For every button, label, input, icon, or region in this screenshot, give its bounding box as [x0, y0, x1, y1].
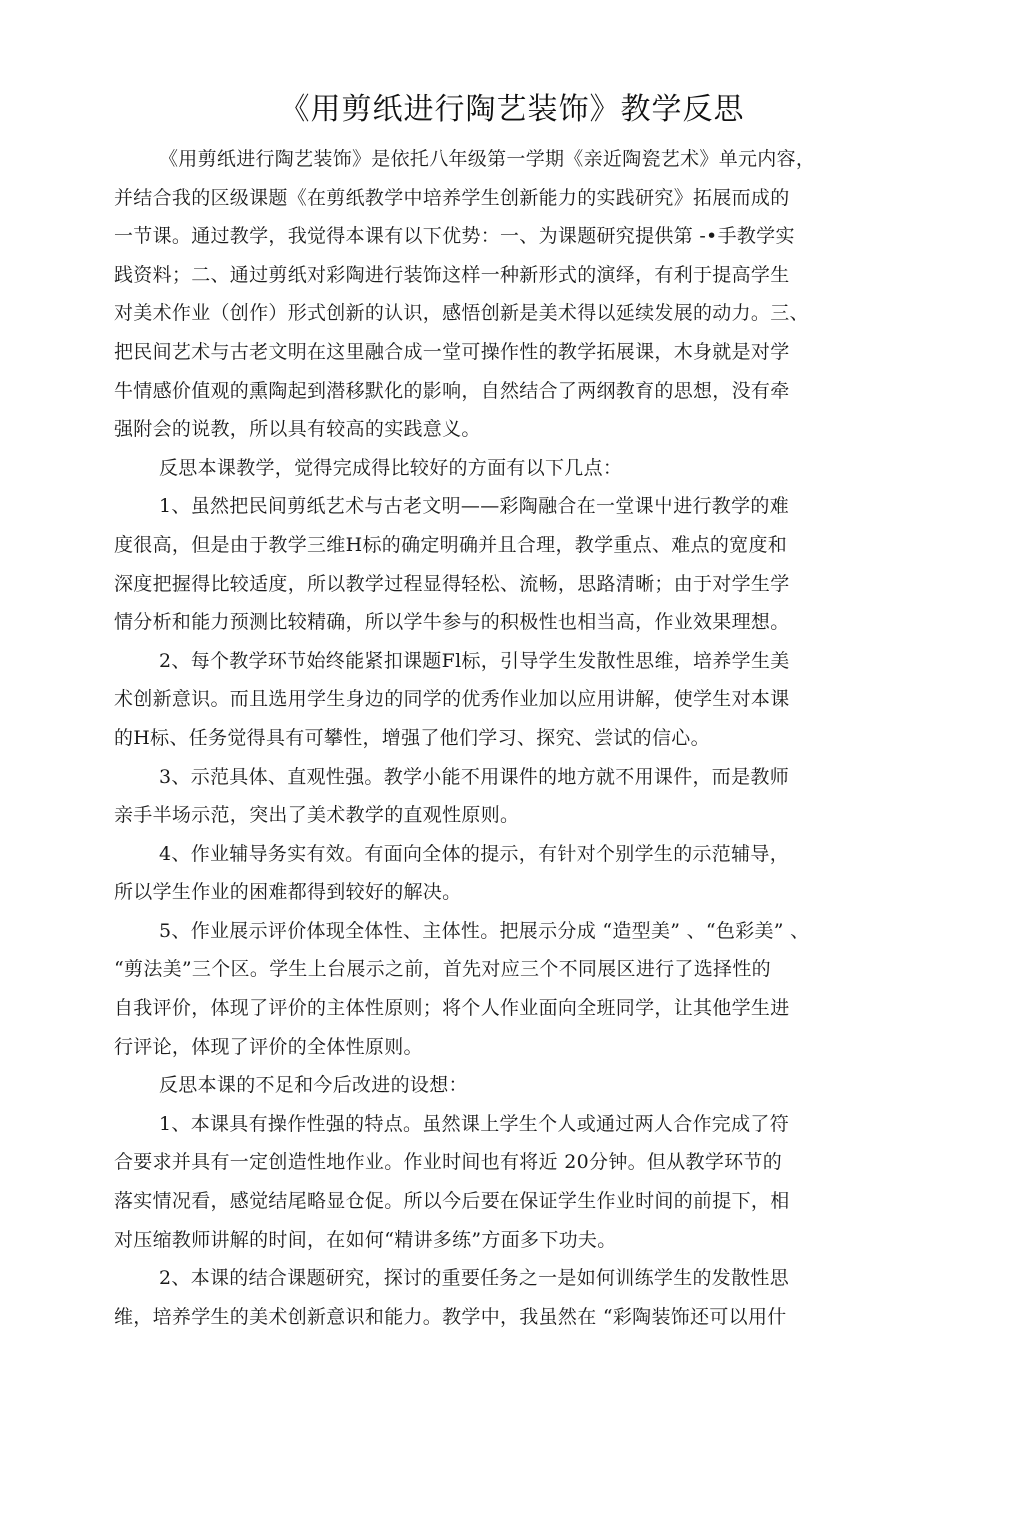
text-line: 把民间艺术与古老文明在这里融合成一堂可操作性的教学拓展课，木身就是对学: [114, 340, 790, 363]
text-line: 度很高，但是由于教学三维H标的确定明确并且合理，教学重点、难点的宽度和: [114, 533, 788, 556]
text-line: 反思本课的不足和今后改进的设想：: [159, 1074, 468, 1097]
text-line: 并结合我的区级课题《在剪纸教学中培养学生创新能力的实践研究》拓展而成的: [114, 186, 790, 209]
text-line: 所以学生作业的困难都得到较好的解决。: [114, 881, 462, 904]
text-line: 2、本课的结合课题研究，探讨的重要任务之一是如何训练学生的发散性思: [159, 1267, 789, 1290]
text-line: 牛情感价值观的熏陶起到潜移默化的影响，自然结合了两纲教育的思想，没有牵: [114, 379, 790, 402]
text-line: 合要求并具有一定创造性地作业。作业时间也有将近 20分钟。但从教学环节的: [114, 1151, 783, 1174]
text-line: 对美术作业（创作）形式创新的认识，感悟创新是美术得以延续发展的动力。三、: [114, 302, 809, 325]
text-line: 术创新意识。而且选用学生身边的同学的优秀作业加以应用讲解，使学生对本课: [114, 688, 790, 711]
text-line: 落实情况看，感觉结尾略显仓促。所以今后要在保证学生作业时间的前提下，相: [114, 1190, 790, 1213]
text-line: 4、作业辅导务实有效。有面向全体的提示，有针对个别学生的示范辅导，: [159, 842, 789, 865]
text-line: 深度把握得比较适度，所以教学过程显得轻松、流畅，思路清晰；由于对学生学: [114, 572, 790, 595]
text-line: 践资料；二、通过剪纸对彩陶进行装饰这样一种新形式的演绎，有利于提高学生: [114, 263, 790, 286]
text-line: 1、本课具有操作性强的特点。虽然课上学生个人或通过两人合作完成了符: [159, 1112, 789, 1135]
text-line: 2、每个教学环节始终能紧扣课题Fl标，引导学生发散性思维，培养学生美: [159, 649, 790, 672]
document-body: [114, 140, 854, 1336]
text-line: “剪法美”三个区。学生上台展示之前，首先对应三个不同展区进行了选择性的: [114, 958, 771, 981]
text-line: 自我评价，体现了评价的主体性原则；将个人作业面向全班同学，让其他学生进: [114, 997, 790, 1020]
document-title: 《用剪纸进行陶艺装饰》教学反思: [279, 92, 745, 127]
text-line: 5、作业展示评价体现全体性、主体性。把展示分成 “造型美” 、“色彩美” 、: [159, 919, 810, 942]
text-line: 3、示范具体、直观性强。教学小能不用课件的地方就不用课件，而是教师: [159, 765, 789, 788]
text-line: 对压缩教师讲解的时间，在如何“精讲多练”方面多下功夫。: [114, 1228, 617, 1251]
text-line: 的H标、任务觉得具有可攀性，增强了他们学习、探究、尝试的信心。: [114, 726, 710, 749]
text-line: 1、虽然把民间剪纸艺术与古老文明——彩陶融合在一堂课屮进行教学的难: [159, 495, 789, 518]
text-line: 情分析和能力预测比较精确，所以学牛参与的积极性也相当高，作业效果理想。: [114, 611, 790, 634]
text-line: 《用剪纸进行陶艺装饰》是依托八年级第一学期《亲近陶瓷艺术》单元内容，: [159, 148, 816, 170]
text-line: 强附会的说教，所以具有较高的实践意义。: [114, 418, 481, 441]
text-line: 行评论，体现了评价的全体性原则。: [114, 1035, 423, 1058]
text-line: 维，培养学生的美术创新意识和能力。教学中，我虽然在 “彩陶装饰还可以用什: [114, 1305, 787, 1328]
text-line: 反思本课教学，觉得完成得比较好的方面有以下几点：: [159, 456, 623, 479]
text-line: 亲手半场示范，突出了美术教学的直观性原则。: [114, 804, 520, 827]
text-line: 一节课。通过教学，我觉得本课有以下优势：一、为课题研究提供第 -•手教学实: [114, 225, 795, 248]
